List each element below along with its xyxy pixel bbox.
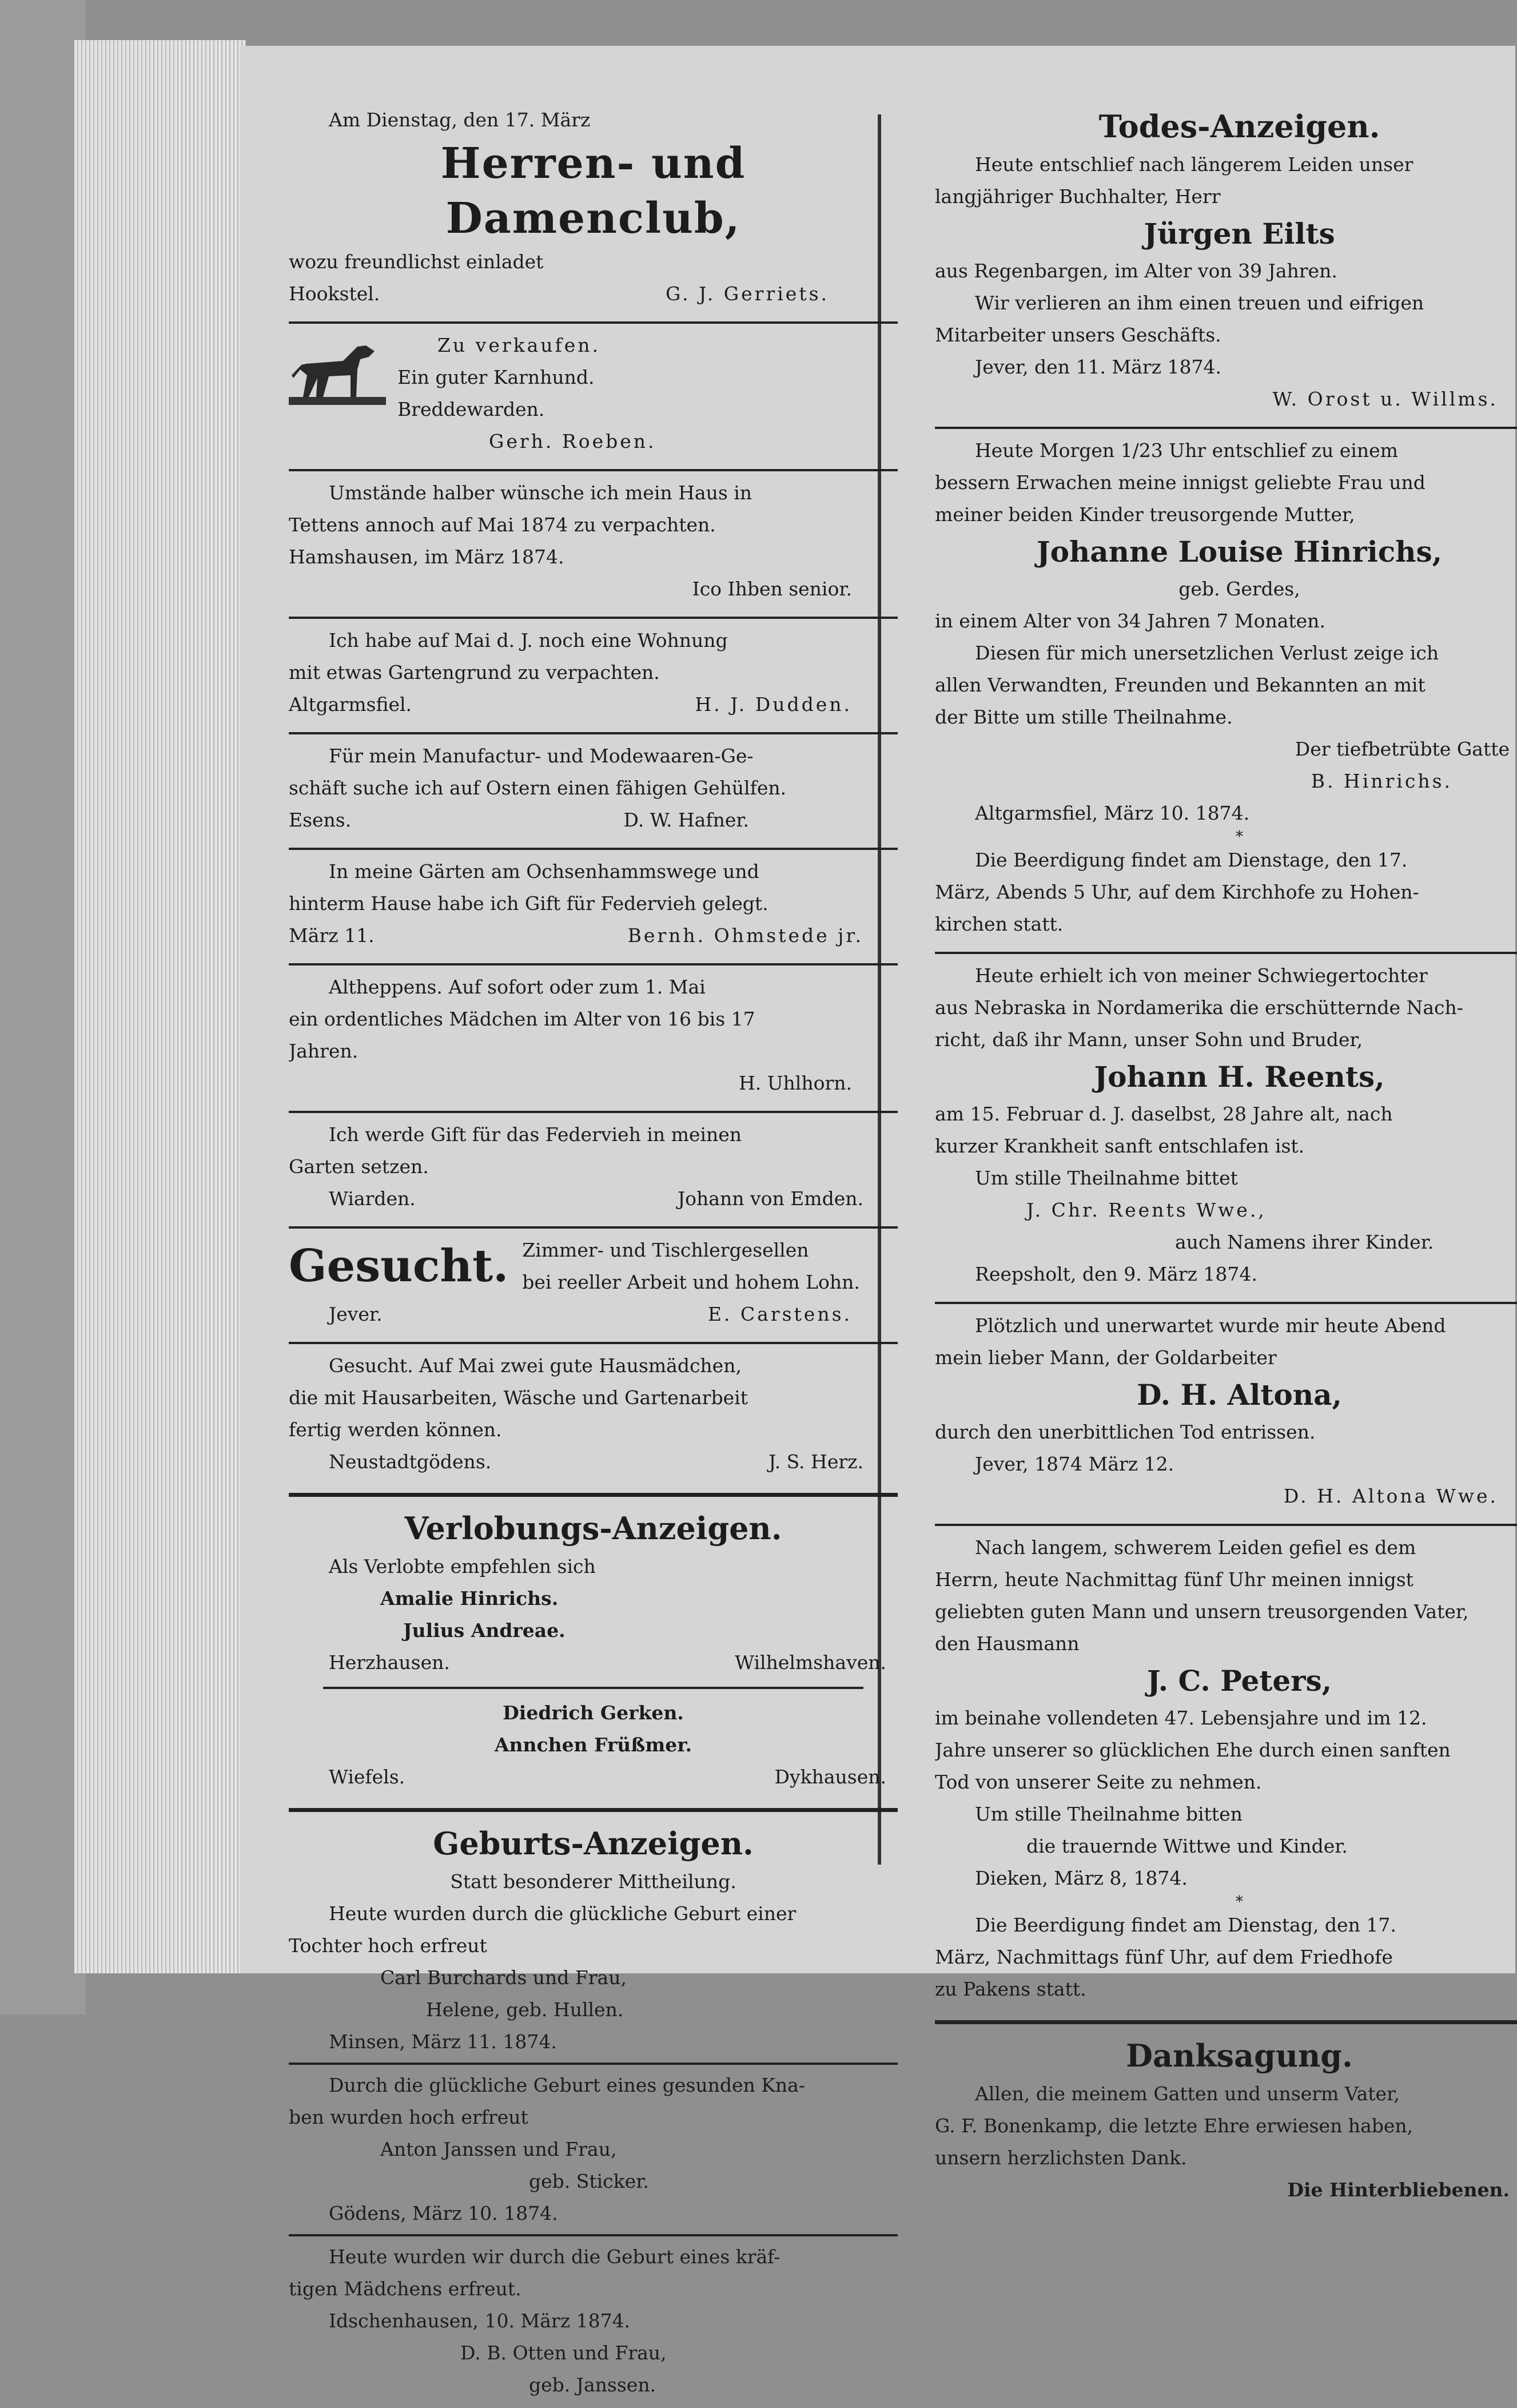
place: Neustadtgödens. (329, 1451, 492, 1473)
ad-line: Als Verlobte empfehlen sich (329, 1555, 596, 1577)
newspaper-page (240, 46, 1515, 2396)
ad-line: meiner beiden Kinder treusorgende Mutter, (935, 503, 1355, 526)
ad-danksagung (935, 2032, 1517, 2213)
ad-separator (289, 1226, 898, 1229)
ad-line: Gödens, März 10. 1874. (329, 2202, 558, 2224)
ad-line: Heute erhielt ich von meiner Schwiegertochter (975, 964, 1428, 987)
ad-line: Die Beerdigung findet am Dienstage, den 17. (975, 849, 1408, 871)
ad-line: Jahren. (289, 1040, 359, 1062)
dog-block (289, 329, 898, 458)
ad-line: tigen Mädchens erfreut. (289, 2278, 521, 2300)
dog-illustration (289, 329, 386, 410)
ad-line: wozu freundlichst einladet (289, 251, 544, 273)
ad-line: Jever, den 11. März 1874. (975, 356, 1222, 378)
ad-reents (935, 959, 1517, 1297)
ad-line: Für mein Manufactur- und Modewaaren-Ge- (329, 745, 754, 767)
ad-line: Altheppens. Auf sofort oder zum 1. Mai (329, 976, 706, 998)
place: Jever. (329, 1303, 383, 1325)
deceased-name: Johanne Louise Hinrichs, (1036, 535, 1443, 569)
engaged-name: Amalie Hinrichs. (380, 1587, 559, 1610)
ad-line: Ich habe auf Mai d. J. noch eine Wohnung (329, 629, 728, 651)
ad-line: D. B. Otten und Frau, (460, 2342, 667, 2364)
ad-separator (323, 1687, 863, 1689)
ad-line: Herrn, heute Nachmittag fünf Uhr meinen innigst (935, 1568, 1414, 1591)
ad-line: zu Pakens statt. (935, 1978, 1086, 2000)
ad-line: im beinahe vollendeten 47. Lebensjahre und im 12. (935, 1707, 1427, 1729)
section-heading: Danksagung. (1126, 2037, 1353, 2074)
ad-maedchen (289, 970, 898, 1106)
place: März 11. (289, 924, 375, 947)
ad-line: Zimmer- und Tischlergesellen (522, 1239, 809, 1261)
ad-line: ein ordentliches Mädchen im Alter von 16 bis 17 (289, 1008, 755, 1030)
ad-line: G. F. Bonenkamp, die letzte Ehre erwiesen haben, (935, 2115, 1414, 2137)
ad-line: mit etwas Gartengrund zu verpachten. (289, 661, 660, 684)
ad-line: März, Nachmittags fünf Uhr, auf dem Friedhofe (935, 1946, 1393, 1968)
signature: B. Hinrichs. (1311, 770, 1452, 792)
signature-row (289, 1183, 898, 1215)
ad-separator (935, 1302, 1517, 1304)
ad-wohnung (289, 623, 898, 728)
ad-line: in einem Alter von 34 Jahren 7 Monaten. (935, 610, 1325, 632)
section-heading: Todes-Anzeigen. (1098, 108, 1380, 145)
ad-line: Wir verlieren an ihm einen treuen und eifrigen (975, 292, 1424, 314)
ad-separator (289, 848, 898, 850)
place: Wiarden. (329, 1187, 416, 1210)
ad-line: Um stille Theilnahme bitten (975, 1803, 1243, 1825)
ad-line: die trauernde Wittwe und Kinder. (1026, 1835, 1348, 1857)
ad-gesucht (289, 1233, 898, 1337)
ad-line: Ich werde Gift für das Federvieh in meinen (329, 1123, 742, 1146)
ad-line: Um stille Theilnahme bittet (975, 1167, 1238, 1189)
asterisk: * (1236, 828, 1243, 845)
ad-line: Der tiefbetrübte Gatte (1295, 738, 1510, 760)
engaged-name: Julius Andreae. (403, 1619, 566, 1642)
place: Wiefels. (329, 1766, 405, 1788)
ad-line: Ein guter Karnhund. (397, 366, 595, 388)
place: Esens. (289, 809, 352, 831)
ad-line: hinterm Hause habe ich Gift für Federvieh gelegt. (289, 892, 769, 915)
engaged-name: Diedrich Gerken. (503, 1702, 684, 1724)
signature-row (289, 920, 898, 952)
ad-line: durch den unerbittlichen Tod entrissen. (935, 1421, 1316, 1443)
ad-head: Zu verkaufen. (437, 334, 601, 356)
ad-line: Hamshausen, im März 1874. (289, 546, 564, 568)
ad-line: mein lieber Mann, der Goldarbeiter (935, 1346, 1277, 1369)
ad-line: am 15. Februar d. J. daselbst, 28 Jahre alt, nach (935, 1103, 1393, 1125)
ad-peters (935, 1531, 1517, 2012)
place: Dykhausen. (774, 1766, 886, 1788)
ad-line: Mitarbeiter unsers Geschäfts. (935, 324, 1221, 346)
signature: Bernh. Ohmstede jr. (627, 924, 863, 947)
ad-line: den Hausmann (935, 1632, 1080, 1655)
signature: Ico Ihben senior. (692, 578, 852, 600)
place: Altgarmsfiel. (289, 693, 412, 716)
ad-line: Jahre unserer so glücklichen Ehe durch einen sanften (935, 1739, 1451, 1761)
ad-line: Anton Janssen und Frau, (380, 2138, 617, 2160)
ad-line: Umstände halber wünsche ich mein Haus in (329, 482, 752, 504)
section-todes (935, 103, 1517, 422)
deceased-name: Jürgen Eilts (1144, 217, 1335, 251)
ad-line: Garten setzen. (289, 1155, 429, 1178)
deceased-name: J. C. Peters, (1146, 1664, 1332, 1698)
ad-line: Am Dienstag, den 17. März (329, 109, 591, 131)
section-geburt (289, 1820, 898, 2408)
ad-line: kirchen statt. (935, 913, 1064, 935)
ad-line: unsern herzlichsten Dank. (935, 2147, 1187, 2169)
ad-line: Helene, geb. Hullen. (426, 1998, 624, 2021)
ad-line: Minsen, März 11. 1874. (329, 2030, 557, 2053)
ad-separator (289, 469, 898, 471)
place: Herzhausen. (329, 1651, 450, 1674)
ad-line: die mit Hausarbeiten, Wäsche und Gartenarbeit (289, 1386, 748, 1409)
ad-line: auch Namens ihrer Kinder. (1175, 1231, 1434, 1253)
ad-separator (289, 2063, 898, 2065)
ad-line: Heute entschlief nach längerem Leiden unser (975, 153, 1414, 176)
signature: E. Carstens. (707, 1303, 852, 1325)
ad-line: geb. Janssen. (529, 2374, 656, 2396)
signature: Johann von Emden. (677, 1187, 863, 1210)
ad-line: geliebten guten Mann und unsern treusorgenden Vater, (935, 1600, 1469, 1623)
ad-separator (289, 1342, 898, 1344)
ad-club (289, 103, 898, 317)
engaged-name: Annchen Früßmer. (494, 1734, 692, 1756)
ad-line: Dieken, März 8, 1874. (975, 1867, 1188, 1889)
ad-line: Heute Morgen 1/23 Uhr entschlief zu einem (975, 439, 1398, 462)
ad-hausmaedchen (289, 1349, 898, 1485)
signature: W. Orost u. Willms. (1272, 388, 1498, 410)
ad-separator (289, 732, 898, 734)
left-column (289, 103, 898, 2408)
section-separator (289, 1493, 898, 1497)
ad-line: geb. Sticker. (529, 2170, 649, 2192)
ad-line: ben wurden hoch erfreut (289, 2106, 528, 2128)
ad-separator (289, 617, 898, 619)
ad-line: langjähriger Buchhalter, Herr (935, 185, 1221, 208)
ad-separator (935, 952, 1517, 954)
signature-row (289, 1298, 898, 1330)
deceased-name: Johann H. Reents, (1094, 1060, 1385, 1094)
ad-line: Plötzlich und unerwartet wurde mir heute Abend (975, 1314, 1446, 1337)
ad-line: Allen, die meinem Gatten und unserm Vater, (975, 2083, 1400, 2105)
ad-separator (289, 321, 898, 324)
ad-line: Gesucht. Auf Mai zwei gute Hausmädchen, (329, 1354, 742, 1377)
ad-line: bei reeller Arbeit und hohem Lohn. (522, 1271, 860, 1293)
section-verlobung (289, 1505, 898, 1800)
ad-line: Breddewarden. (397, 398, 545, 420)
ad-gift-2 (289, 1118, 898, 1222)
ad-line: Nach langem, schwerem Leiden gefiel es dem (975, 1536, 1416, 1559)
ad-gehuelfe (289, 739, 898, 843)
ad-separator (289, 2234, 898, 2236)
signature: G. J. Gerriets. (665, 283, 829, 305)
signature: H. J. Dudden. (695, 693, 852, 716)
signature: J. S. Herz. (768, 1451, 863, 1473)
ad-title: Herren- und Damenclub, (440, 139, 746, 243)
ad-text (397, 329, 898, 458)
ad-line: allen Verwandten, Freunden und Bekannten an mit (935, 674, 1426, 696)
ad-separator (935, 427, 1517, 429)
section-heading: Verlobungs-Anzeigen. (404, 1510, 782, 1547)
ad-verkaufen (289, 328, 898, 464)
ad-line: Jever, 1874 März 12. (975, 1453, 1174, 1475)
signature-row (289, 689, 898, 721)
ad-line: Tettens annoch auf Mai 1874 zu verpachten. (289, 514, 716, 536)
ad-line: fertig werden können. (289, 1418, 502, 1441)
ad-haus (289, 476, 898, 612)
signature: J. Chr. Reents Wwe., (1026, 1199, 1267, 1221)
ad-line: Idschenhausen, 10. März 1874. (329, 2310, 631, 2332)
ad-line: der Bitte um stille Theilnahme. (935, 706, 1233, 728)
ad-line: Tochter hoch erfreut (289, 1934, 487, 1957)
section-heading: Geburts-Anzeigen. (433, 1825, 754, 1862)
ad-line: Die Beerdigung findet am Dienstag, den 17. (975, 1914, 1396, 1936)
ad-line: März, Abends 5 Uhr, auf dem Kirchhofe zu Hohen- (935, 881, 1419, 903)
ad-hinrichs (935, 434, 1517, 947)
asterisk: * (1236, 1893, 1243, 1910)
ad-line: schäft suche ich auf Ostern einen fähigen Gehülfen. (289, 777, 787, 799)
place-row (289, 1761, 898, 1793)
signature: Die Hinterbliebenen. (1287, 2179, 1510, 2201)
ad-separator (289, 1111, 898, 1113)
ad-gift-1 (289, 855, 898, 959)
ad-line: Heute wurden wir durch die Geburt eines kräf- (329, 2246, 781, 2268)
place: Wilhelmshaven. (735, 1651, 886, 1674)
gesucht-block (289, 1234, 898, 1298)
ad-separator (289, 963, 898, 965)
gesucht-title: Gesucht. (289, 1240, 509, 1292)
ad-line: aus Nebraska in Nordamerika die erschütternde Nach- (935, 996, 1463, 1019)
ad-line: Diesen für mich unersetzlichen Verlust zeige ich (975, 642, 1439, 664)
ad-line: Altgarmsfiel, März 10. 1874. (975, 802, 1250, 824)
ad-line: Durch die glückliche Geburt eines gesunden Kna- (329, 2074, 805, 2096)
place-row (289, 1647, 898, 1679)
signature-row (289, 278, 898, 310)
ad-separator (935, 1524, 1517, 1526)
signature: Gerh. Roeben. (489, 430, 656, 452)
ad-line: Tod von unserer Seite zu nehmen. (935, 1771, 1262, 1793)
ad-line: In meine Gärten am Ochsenhammswege und (329, 860, 759, 883)
signature-row (289, 1446, 898, 1478)
section-separator (289, 1808, 898, 1812)
ad-line: Reepsholt, den 9. März 1874. (975, 1263, 1257, 1285)
signature: H. Uhlhorn. (738, 1072, 852, 1094)
signature: D. W. Hafner. (623, 809, 749, 831)
ad-line: bessern Erwachen meine innigst geliebte Frau und (935, 471, 1426, 494)
place: Hookstel. (289, 283, 380, 305)
ad-line: geb. Gerdes, (1178, 578, 1300, 600)
book-page-edges (74, 40, 246, 1973)
ad-altona (935, 1309, 1517, 1519)
right-column (935, 103, 1517, 2213)
ad-line: richt, daß ihr Mann, unser Sohn und Bruder, (935, 1028, 1363, 1051)
signature: D. H. Altona Wwe. (1283, 1485, 1498, 1507)
gesucht-text (522, 1234, 860, 1298)
ad-line: Carl Burchards und Frau, (380, 1966, 627, 1989)
ad-line: kurzer Krankheit sanft entschlafen ist. (935, 1135, 1305, 1157)
section-separator (935, 2020, 1517, 2024)
ad-line: Heute wurden durch die glückliche Geburt einer (329, 1902, 797, 1925)
deceased-name: D. H. Altona, (1137, 1378, 1342, 1412)
ad-line: aus Regenbargen, im Alter von 39 Jahren. (935, 260, 1337, 282)
signature-row (289, 804, 898, 836)
scan-background (0, 0, 86, 2014)
ad-line: Statt besonderer Mittheilung. (450, 1870, 736, 1893)
